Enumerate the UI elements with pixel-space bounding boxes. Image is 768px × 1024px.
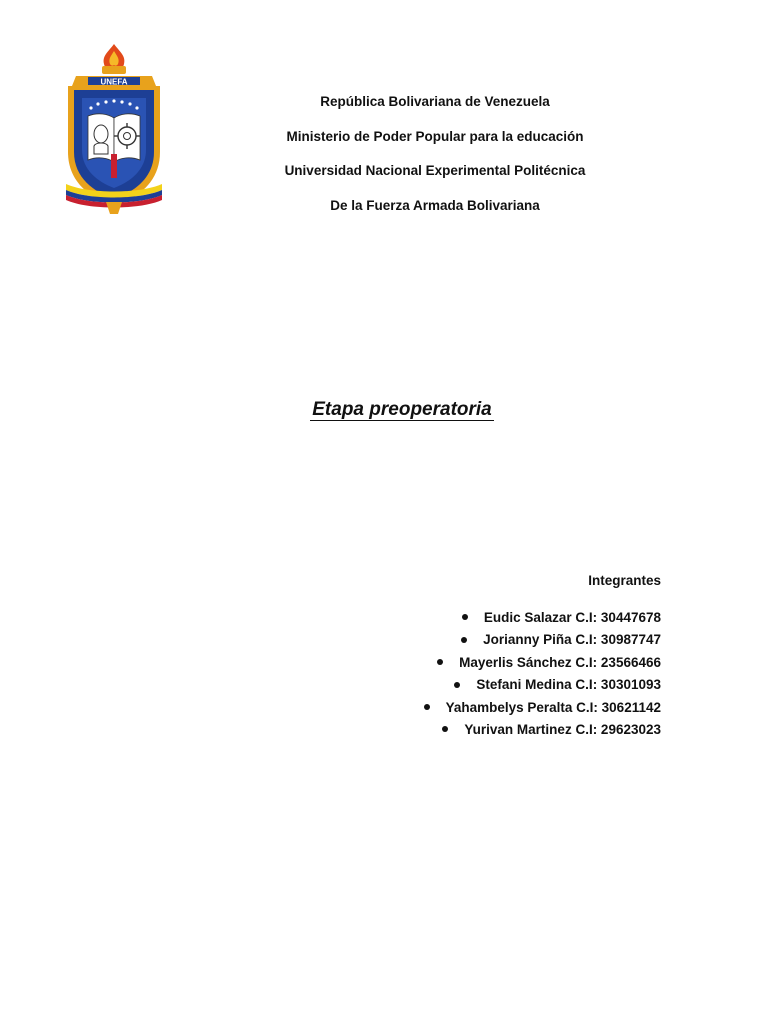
- bullet-icon: [461, 637, 467, 643]
- country-line: República Bolivariana de Venezuela: [320, 94, 550, 109]
- svg-text:UNEFA: UNEFA: [100, 77, 128, 87]
- list-item: [424, 719, 661, 741]
- bullet-icon: [442, 726, 448, 732]
- members-section: [424, 572, 661, 741]
- bullet-icon: [462, 614, 468, 620]
- list-item: [424, 674, 661, 696]
- unefa-crest-icon: [58, 42, 170, 216]
- list-item: [424, 697, 661, 719]
- member-name: Mayerlis Sánchez C.I: 23566466: [459, 654, 661, 670]
- list-item: [424, 629, 661, 651]
- member-name: Eudic Salazar C.I: 30447678: [483, 610, 661, 625]
- university-line: Universidad Nacional Experimental Politécnica: [284, 163, 586, 178]
- member-list: [424, 607, 661, 741]
- document-title-text: Etapa preoperatoria: [312, 399, 492, 420]
- bullet-icon: [437, 659, 443, 665]
- bullet-icon: [454, 682, 460, 688]
- member-name: Yurivan Martinez C.I: 29623023: [464, 721, 661, 737]
- institution-header: [230, 93, 640, 231]
- armed-forces-line: De la Fuerza Armada Bolivariana: [330, 197, 540, 213]
- document-title: [0, 398, 768, 422]
- bullet-icon: [424, 704, 430, 710]
- members-heading: Integrantes: [588, 573, 661, 588]
- ministry-line: Ministerio de Poder Popular para la educación: [286, 128, 584, 144]
- list-item: [424, 607, 661, 629]
- member-name: Jorianny Piña C.I: 30987747: [483, 632, 661, 648]
- list-item: [424, 652, 661, 674]
- member-name: Stefani Medina C.I: 30301093: [476, 677, 661, 693]
- member-name: Yahambelys Peralta C.I: 30621142: [445, 699, 661, 715]
